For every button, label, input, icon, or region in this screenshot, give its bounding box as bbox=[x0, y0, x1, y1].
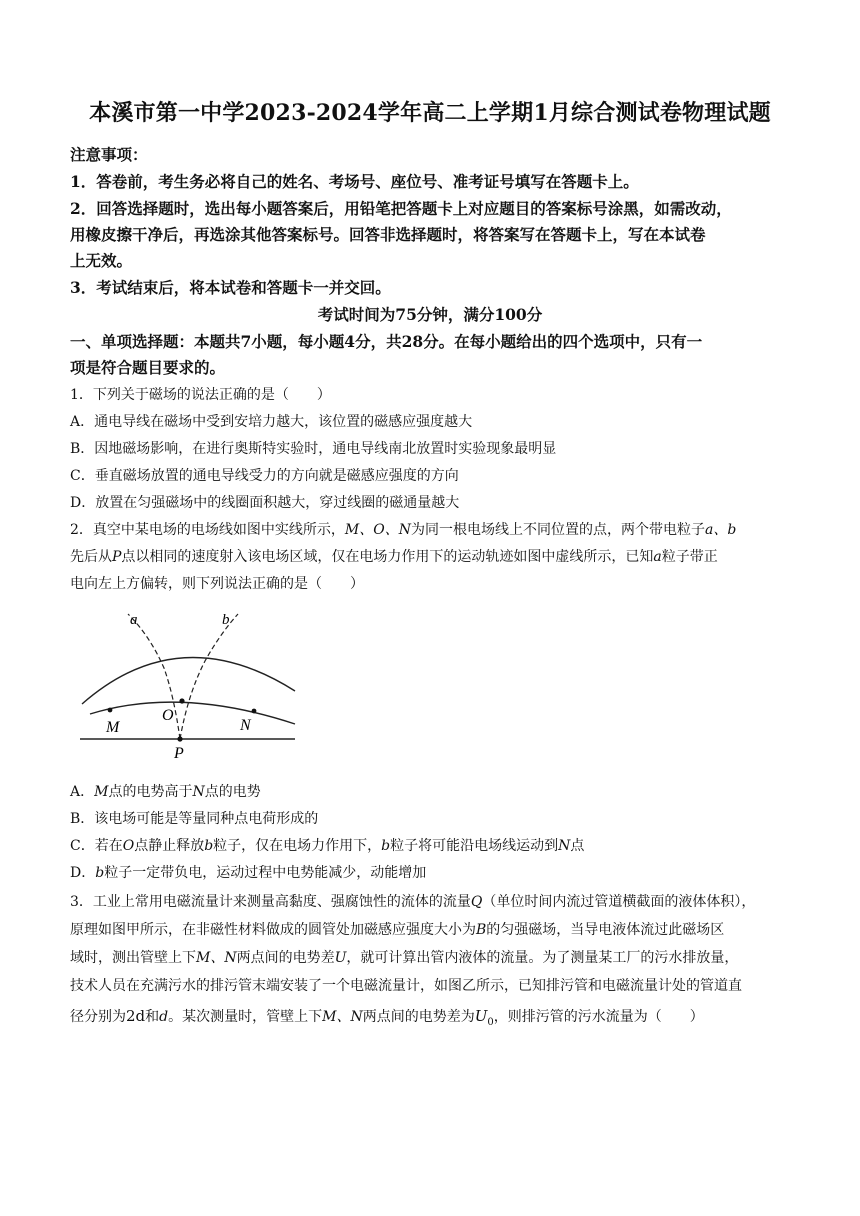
text-run: 先后从 bbox=[70, 549, 112, 565]
notice-item-2-line-1: 2．回答选择题时，选出每小题答案后，用铅笔把答题卡上对应题目的答案标号涂黑，如需改动， bbox=[70, 199, 732, 218]
q3-stem-line-4: 技术人员在充满污水的排污管末端安装了一个电磁流量计，如图乙所示，已知排污管和电磁流量计处的管道直 bbox=[70, 978, 742, 994]
italic-symbol: O bbox=[122, 838, 135, 854]
label-a: a bbox=[130, 612, 138, 628]
italic-symbol: a、b bbox=[704, 522, 737, 538]
italic-symbol: M、O、N bbox=[344, 522, 411, 538]
math-symbol: U bbox=[474, 1007, 488, 1025]
text-run: 点 bbox=[570, 838, 585, 854]
q1-option-c: C．垂直磁场放置的通电导线受力的方向就是磁感应强度的方向 bbox=[70, 468, 459, 484]
exam-info: 考试时间为75分钟，满分100分 bbox=[317, 305, 543, 324]
text-run: 为同一根电场线上不同位置的点，两个带电粒子 bbox=[410, 522, 705, 538]
text-run: 两点间的电势差 bbox=[236, 950, 335, 966]
q3-stem-line-5 bbox=[70, 1003, 798, 1036]
italic-symbol: M、N bbox=[196, 950, 237, 966]
label-n: N bbox=[240, 717, 251, 734]
italic-symbol: a bbox=[653, 549, 662, 565]
page-title: 本溪市第一中学2023-2024学年高二上学期1月综合测试卷物理试题 bbox=[89, 100, 771, 126]
text-run: 点以相同的速度射入该电场区域，仅在电场力作用下的运动轨迹如图中虚线所示，已知 bbox=[121, 549, 654, 565]
middle-field-line bbox=[90, 702, 295, 724]
text-run: 和 bbox=[145, 1009, 160, 1025]
text-run: 域时，测出管壁上下 bbox=[70, 950, 196, 966]
text-run: ，就可计算出管内液体的流量。为了测量某工厂的污水排放量， bbox=[346, 950, 739, 966]
section-1-heading-line-2: 项是符合题目要求的。 bbox=[70, 358, 226, 377]
section-1-heading-line-1: 一、单项选择题：本题共7小题，每小题4分，共28分。在每小题给出的四个选项中，只有一 bbox=[70, 332, 703, 351]
text-run: D． bbox=[70, 865, 96, 881]
text-run: ，则排污管的污水流量为（ ） bbox=[493, 1009, 704, 1025]
q3-stem-line-2 bbox=[70, 917, 798, 944]
text-run: 两点间的电势差为 bbox=[362, 1009, 475, 1025]
text-run: 点静止释放 bbox=[134, 838, 205, 854]
text-run: 3．工业上常用电磁流量计来测量高黏度、强腐蚀性的流体的流量 bbox=[70, 894, 471, 910]
italic-symbol: M bbox=[94, 784, 109, 800]
q2-stem-line-3: 电向左上方偏转，则下列说法正确的是（ ） bbox=[70, 576, 364, 592]
math-expression: 2d bbox=[126, 1007, 146, 1025]
q1-option-b: B．因地磁场影响，在进行奥斯特实验时，通电导线南北放置时实验现象最明显 bbox=[70, 441, 557, 457]
italic-symbol: b bbox=[95, 865, 105, 881]
notice-item-1: 1．答卷前，考生务必将自己的姓名、考场号、座位号、准考证号填写在答题卡上。 bbox=[70, 172, 639, 191]
text-run: 的匀强磁场，当导电液体流过此磁场区 bbox=[486, 922, 725, 938]
italic-symbol: N bbox=[558, 838, 571, 854]
notice-heading: 注意事项： bbox=[70, 145, 148, 164]
q2-stem-line-1 bbox=[70, 517, 798, 544]
math-subscript: 0 bbox=[487, 1016, 494, 1028]
italic-symbol: P bbox=[112, 549, 122, 565]
q2-option-b: B．该电场可能是等量同种点电荷形成的 bbox=[70, 811, 319, 827]
point-p bbox=[177, 736, 182, 741]
text-run: C．若在 bbox=[70, 838, 123, 854]
text-run: 原理如图甲所示，在非磁性材料做成的圆管处加磁感应强度大小为 bbox=[70, 922, 476, 938]
text-run: 粒子一定带负电，运动过程中电势能减少，动能增加 bbox=[104, 865, 427, 881]
text-run: 点的电势 bbox=[204, 784, 261, 800]
q1-option-a: A．通电导线在磁场中受到安培力越大，该位置的磁感应强度越大 bbox=[70, 414, 473, 430]
italic-symbol: b bbox=[381, 838, 391, 854]
label-p: P bbox=[174, 745, 184, 762]
label-o: O bbox=[162, 707, 174, 724]
text-run: 2．真空中某电场的电场线如图中实线所示， bbox=[70, 522, 345, 538]
trajectory-b bbox=[180, 614, 238, 739]
point-o bbox=[179, 698, 184, 703]
label-b: b bbox=[222, 612, 230, 628]
q2-field-line-figure bbox=[70, 606, 305, 766]
q1-stem: 1．下列关于磁场的说法正确的是（ ） bbox=[70, 387, 331, 403]
point-n bbox=[252, 709, 257, 714]
text-run: 。某次测量时，管壁上下 bbox=[168, 1009, 323, 1025]
notice-item-2-line-3: 上无效。 bbox=[70, 251, 133, 270]
text-run: 径分别为 bbox=[70, 1009, 126, 1025]
italic-symbol: B bbox=[476, 922, 487, 938]
italic-symbol: U bbox=[334, 950, 347, 966]
q3-stem-line-1 bbox=[70, 889, 798, 916]
q2-option-c bbox=[70, 833, 798, 860]
point-m bbox=[108, 708, 113, 713]
text-run: 点的电势高于 bbox=[108, 784, 193, 800]
label-m: M bbox=[106, 719, 120, 736]
text-run: A． bbox=[70, 784, 95, 800]
notice-item-3: 3．考试结束后，将本试卷和答题卡一并交回。 bbox=[70, 278, 391, 297]
text-run: 粒子带正 bbox=[661, 549, 718, 565]
italic-symbol: N bbox=[192, 784, 205, 800]
q2-stem-line-2 bbox=[70, 544, 798, 571]
q1-option-d: D．放置在匀强磁场中的线圈面积越大，穿过线圈的磁通量越大 bbox=[70, 495, 460, 511]
italic-symbol: d bbox=[159, 1009, 169, 1025]
q3-stem-line-3 bbox=[70, 945, 798, 972]
text-run: （单位时间内流过管道横截面的液体体积）， bbox=[482, 894, 756, 910]
q2-option-a bbox=[70, 779, 798, 806]
text-run: 粒子，仅在电场力作用下， bbox=[213, 838, 382, 854]
upper-field-line bbox=[82, 657, 295, 704]
italic-symbol: Q bbox=[470, 894, 483, 910]
notice-item-2-line-2: 用橡皮擦干净后，再选涂其他答案标号。回答非选择题时，将答案写在答题卡上，写在本试卷 bbox=[70, 225, 706, 244]
q2-option-d bbox=[70, 860, 798, 887]
italic-symbol: b bbox=[204, 838, 214, 854]
italic-symbol: M、N bbox=[322, 1009, 363, 1025]
text-run: 粒子将可能沿电场线运动到 bbox=[390, 838, 559, 854]
